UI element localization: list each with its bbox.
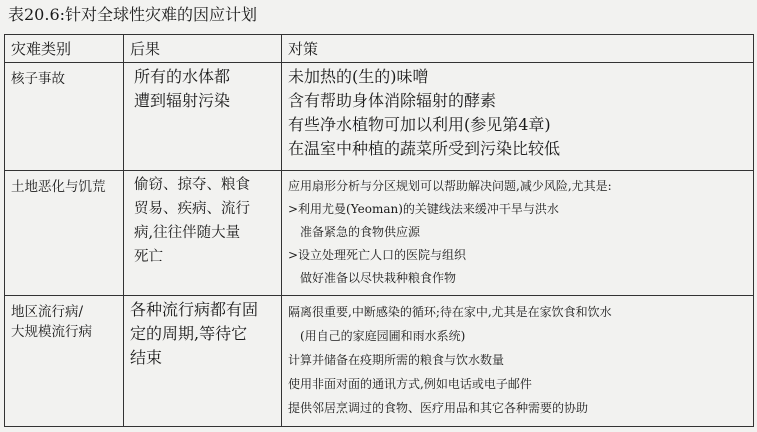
consequence-line: 定的周期,等待它 bbox=[130, 324, 248, 343]
measures-cell bbox=[282, 296, 754, 427]
consequence-line: 偷窃、掠夺、粮食 bbox=[134, 177, 250, 193]
consequence-line: 结束 bbox=[130, 348, 163, 367]
table-row bbox=[5, 171, 754, 296]
measure-line: 含有帮助身体消除辐射的酵素 bbox=[288, 91, 497, 110]
table-row bbox=[5, 296, 754, 427]
measure-line: 使用非面对面的通讯方式,例如电话或电子邮件 bbox=[288, 377, 532, 391]
contingency-table bbox=[4, 34, 754, 427]
measure-line: 准备紧急的食物供应源 bbox=[300, 225, 421, 239]
consequence-cell bbox=[124, 296, 282, 427]
consequence-line: 各种流行病都有固 bbox=[130, 300, 259, 319]
consequence-line: 贸易、疾病、流行 bbox=[134, 201, 250, 217]
category-cell bbox=[5, 171, 124, 296]
category-text: 大规模流行病 bbox=[11, 324, 92, 340]
measure-line: 提供邻居烹调过的食物、医疗用品和其它各种需要的协助 bbox=[288, 401, 589, 415]
measure-line: 做好准备以尽快栽种粮食作物 bbox=[300, 271, 457, 285]
measure-line: >利用尤曼(Yeoman)的关键线法来缓冲干旱与洪水 bbox=[288, 202, 559, 216]
header-measures: 对策 bbox=[282, 35, 754, 63]
measures-cell bbox=[282, 63, 754, 171]
measures-cell bbox=[282, 171, 754, 296]
measure-line: (用自己的家庭园圃和雨水系统) bbox=[300, 329, 466, 343]
consequence-line: 所有的水体都 bbox=[134, 67, 231, 86]
measure-line: 计算并储备在疫期所需的粮食与饮水数量 bbox=[288, 353, 505, 367]
category-text: 土地恶化与饥荒 bbox=[11, 179, 106, 195]
measure-line: 有些净水植物可加以利用(参见第4章) bbox=[288, 115, 551, 134]
measure-line: 应用扇形分析与分区规划可以帮助解决问题,减少风险,尤其是: bbox=[288, 179, 612, 193]
table-row bbox=[5, 63, 754, 171]
category-cell bbox=[5, 63, 124, 171]
category-cell bbox=[5, 296, 124, 427]
measure-line: 在温室中种植的蔬菜所受到污染比较低 bbox=[288, 139, 561, 158]
category-text: 地区流行病/ bbox=[11, 304, 84, 320]
table-caption: 表20.6:针对全球性灾难的因应计划 bbox=[8, 5, 258, 24]
header-row bbox=[5, 35, 754, 63]
header-category: 灾难类别 bbox=[5, 35, 124, 63]
measure-line: 未加热的(生的)味噌 bbox=[288, 67, 429, 86]
consequence-cell bbox=[124, 63, 282, 171]
consequence-line: 死亡 bbox=[134, 249, 163, 265]
measure-line: >设立处理死亡人口的医院与组织 bbox=[288, 248, 467, 262]
consequence-line: 遭到辐射污染 bbox=[134, 91, 231, 110]
measure-line: 隔离很重要,中断感染的循环;待在家中,尤其是在家饮食和饮水 bbox=[288, 305, 612, 319]
category-text: 核子事故 bbox=[11, 71, 65, 87]
header-consequence: 后果 bbox=[124, 35, 282, 63]
consequence-cell bbox=[124, 171, 282, 296]
consequence-line: 病,往往伴随大量 bbox=[134, 225, 241, 241]
